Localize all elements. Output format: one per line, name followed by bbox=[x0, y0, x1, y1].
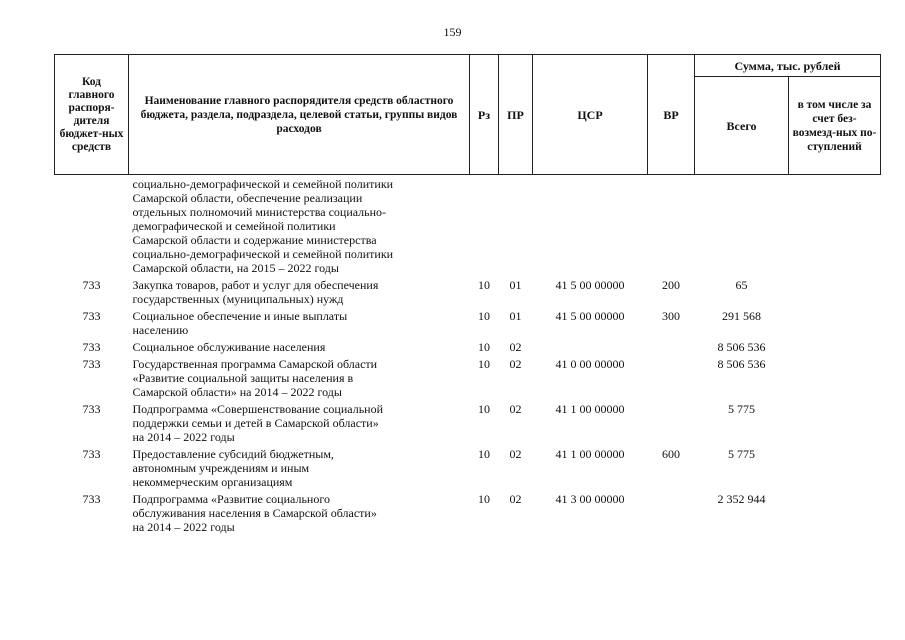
row-rz: 10 bbox=[478, 309, 490, 323]
row-vr bbox=[648, 489, 695, 534]
row-name: Социальное обеспечение и иные выплаты населению bbox=[132, 309, 348, 337]
header-gratis: в том числе за счет без-возмезд-ных по-ступлений bbox=[789, 77, 881, 175]
row-name: Государственная программа Самарской области «Развитие социальной защиты населения в Самарской области» на 2014 – 2022 годы bbox=[132, 357, 378, 399]
row-gratis bbox=[789, 306, 881, 337]
row-name: Предоставление субсидий бюджетным, автономным учреждениям и иным некоммерческим организациям bbox=[132, 447, 334, 489]
budget-table bbox=[54, 54, 881, 534]
row-total: 2 352 944 bbox=[717, 492, 766, 506]
row-rz: 10 bbox=[478, 492, 490, 506]
table-row bbox=[55, 489, 881, 534]
page-number: 159 bbox=[443, 25, 462, 39]
row-vr bbox=[648, 399, 695, 444]
header-pr: ПР bbox=[499, 55, 533, 175]
table-row-continuation bbox=[55, 175, 881, 276]
row-vr: 200 bbox=[662, 278, 680, 292]
row-code: 733 bbox=[82, 492, 101, 506]
row-pr: 02 bbox=[509, 340, 522, 354]
budget-sheet bbox=[54, 54, 880, 534]
row-rz: 10 bbox=[478, 447, 490, 461]
row-csr: 41 5 00 00000 bbox=[555, 309, 625, 323]
row-vr: 300 bbox=[662, 309, 680, 323]
row-vr bbox=[648, 337, 695, 354]
row-total: 5 775 bbox=[728, 402, 755, 416]
row-code: 733 bbox=[82, 357, 101, 371]
row-csr: 41 5 00 00000 bbox=[555, 278, 625, 292]
row-code: 733 bbox=[82, 447, 101, 461]
row-pr: 02 bbox=[509, 447, 522, 461]
row-rz: 10 bbox=[478, 278, 490, 292]
row-gratis bbox=[789, 444, 881, 489]
row-gratis bbox=[789, 354, 881, 399]
row-csr: 41 1 00 00000 bbox=[555, 402, 625, 416]
row-total: 5 775 bbox=[728, 447, 755, 461]
row-code: 733 bbox=[82, 278, 101, 292]
table-row bbox=[55, 306, 881, 337]
row-pr: 01 bbox=[509, 278, 522, 292]
row-pr: 02 bbox=[509, 402, 522, 416]
row-name: социально-демографической и семейной политики Самарской области, обеспечение реализации отдельных полномочий министерства социально- демографической и семейной политики Самарской области и содержание министерства социально-демографической и семейной политики Самарской области, на 2015 – 2022 годы bbox=[132, 177, 394, 275]
table-header bbox=[55, 55, 881, 175]
row-vr: 600 bbox=[662, 447, 680, 461]
table-row bbox=[55, 275, 881, 306]
row-pr: 01 bbox=[509, 309, 522, 323]
row-rz: 10 bbox=[478, 357, 490, 371]
row-total: 65 bbox=[735, 278, 748, 292]
row-name: Подпрограмма «Совершенствование социальной поддержки семьи и детей в Самарской области» на 2014 – 2022 годы bbox=[132, 402, 384, 444]
row-gratis bbox=[789, 275, 881, 306]
row-gratis bbox=[789, 337, 881, 354]
row-code: 733 bbox=[82, 309, 101, 323]
row-pr: 02 bbox=[509, 357, 522, 371]
row-name: Подпрограмма «Развитие социального обслуживания населения в Самарской области» на 2014 – 2022 годы bbox=[132, 492, 377, 534]
row-code: 733 bbox=[82, 340, 101, 354]
header-total: Всего bbox=[695, 77, 789, 175]
table-row bbox=[55, 399, 881, 444]
header-rz: Рз bbox=[470, 55, 499, 175]
row-vr bbox=[648, 354, 695, 399]
row-csr bbox=[533, 337, 648, 354]
header-code: Код главного распоря-дителя бюджет-ных средств bbox=[55, 55, 129, 175]
row-gratis bbox=[789, 399, 881, 444]
row-total: 291 568 bbox=[722, 309, 761, 323]
row-rz: 10 bbox=[478, 340, 490, 354]
header-vr: ВР bbox=[648, 55, 695, 175]
row-name: Социальное обслуживание населения bbox=[132, 340, 326, 354]
table-body bbox=[55, 175, 881, 535]
row-csr: 41 3 00 00000 bbox=[555, 492, 625, 506]
row-csr: 41 0 00 00000 bbox=[555, 357, 625, 371]
row-gratis bbox=[789, 489, 881, 534]
header-name: Наименование главного распорядителя средств областного бюджета, раздела, подраздела, целевой статьи, группы видов расходов bbox=[129, 55, 470, 175]
header-csr: ЦСР bbox=[533, 55, 648, 175]
row-total: 8 506 536 bbox=[717, 340, 766, 354]
row-name: Закупка товаров, работ и услуг для обеспечения государственных (муниципальных) нужд bbox=[132, 278, 379, 306]
table-row bbox=[55, 354, 881, 399]
table-row bbox=[55, 337, 881, 354]
table-row bbox=[55, 444, 881, 489]
row-pr: 02 bbox=[509, 492, 522, 506]
row-total: 8 506 536 bbox=[717, 357, 766, 371]
row-rz: 10 bbox=[478, 402, 490, 416]
row-code: 733 bbox=[82, 402, 101, 416]
header-sum: Сумма, тыс. рублей bbox=[695, 55, 881, 77]
row-csr: 41 1 00 00000 bbox=[555, 447, 625, 461]
